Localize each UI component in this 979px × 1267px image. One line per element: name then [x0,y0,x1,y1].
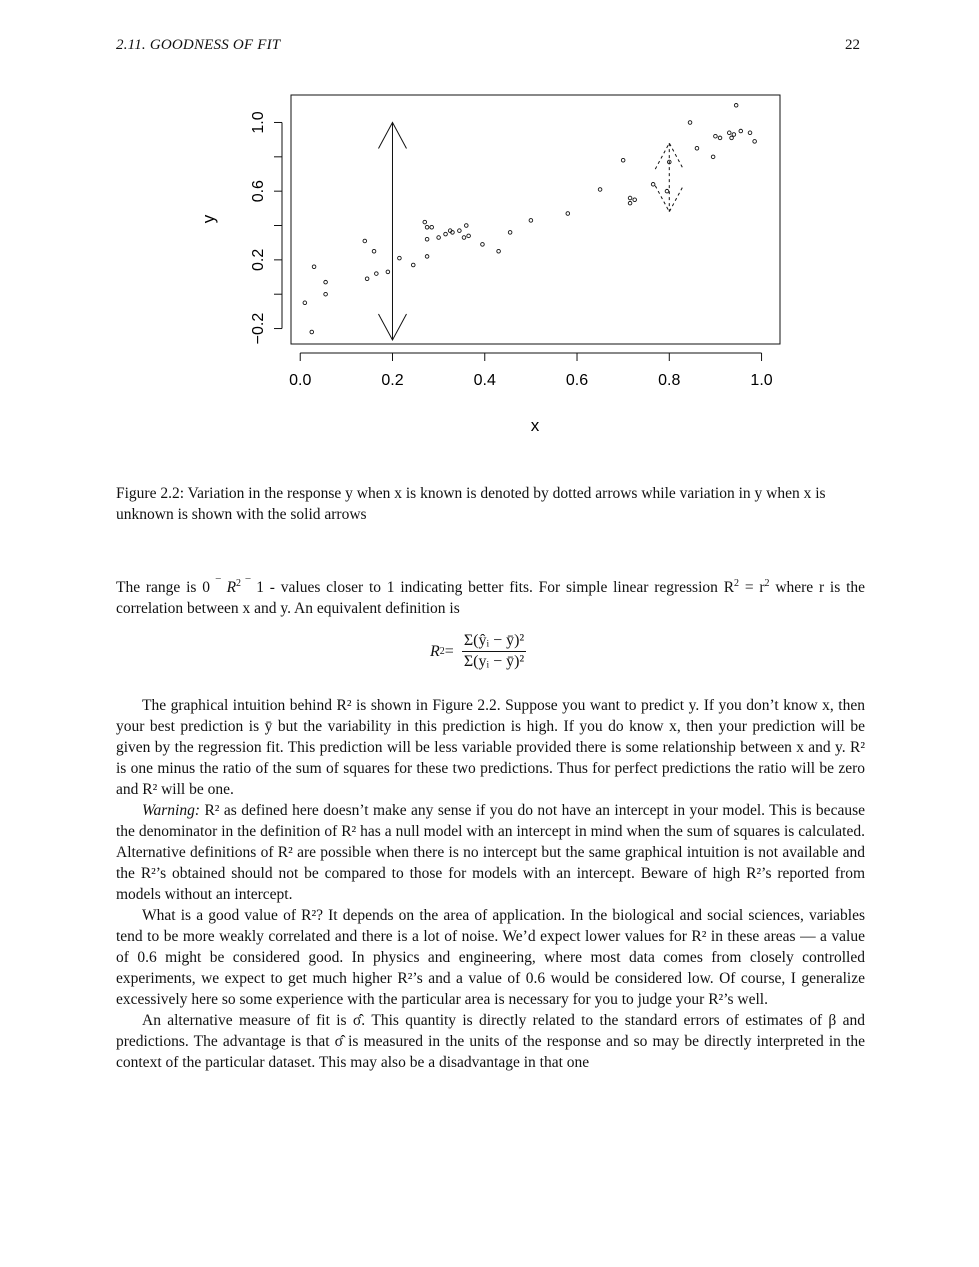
data-point [739,129,743,133]
data-point [628,201,632,205]
data-point [303,301,307,305]
data-point [508,231,512,235]
r-squared-formula: R 2 = $\frac{\text{Σ(ŷᵢ − ȳ)²}}{\text{Σ(yᵢ − ȳ)²}}$ [430,632,525,670]
page-number: 22 [845,37,860,53]
y-axis-label: y [199,214,218,224]
data-point [651,182,655,186]
data-point [598,188,602,192]
running-header: 2.11. GOODNESS OF FIT [116,37,281,53]
data-point [365,277,369,281]
paragraph-good-value: What is a good value of R²? It depends on the area of application. In the biological and social sciences, variables tend to be more weakly correlated and there is a lot of noise. We’d expect lower values for R² in these areas — a value of 0.6 might be considered good. In physics and engineering, where most data comes from closely controlled experiments, we expect to get much higher R²’s and a value of 0.6 would be considered low. Of course, I generalize excessively here so some experience with the particular area is necessary for you to judge your R²’s well. [116,907,865,1008]
data-point [714,134,718,138]
data-point [363,239,367,243]
data-point [633,198,637,202]
data-point [458,229,462,233]
data-point [324,280,328,284]
y-tick-label: 0.2 [250,248,267,271]
data-point [372,249,376,253]
data-point [386,270,390,274]
data-point [665,189,669,193]
data-point [711,155,715,159]
data-point [753,140,757,144]
data-point [481,243,485,247]
variation-arrows [378,122,683,340]
scatter-plot [190,85,790,440]
figure-caption: Figure 2.2: Variation in the response y when x is known is denoted by dotted arrows while variation in y when x is unknown is shown with the solid arrows [116,485,826,523]
data-point [732,133,736,137]
data-point [425,255,429,259]
y-tick-label: −0.2 [250,312,267,345]
x-tick-label: 0.6 [565,372,589,389]
data-point [375,272,379,276]
y-axis [250,111,282,344]
data-point [467,234,471,238]
x-tick-label: 0.2 [381,372,404,389]
data-point [529,219,533,223]
body-paragraphs [116,695,865,1073]
y-tick-label: 1.0 [250,111,267,134]
data-points [303,104,756,334]
paragraph-sigma: An alternative measure of fit is σ̂. This quantity is directly related to the standard errors of estimates of β and predictions. The advantage is that σ̂ is measured in the units of the response and so may be directly interpreted in the context of the particular dataset. This may also be a disadvantage in that one [116,1012,865,1071]
x-axis-label: x [530,416,540,435]
data-point [727,131,731,135]
data-point [730,136,734,140]
y-tick-label: 0.6 [250,180,267,203]
data-point [425,237,429,241]
data-point [497,249,501,253]
x-tick-label: 0.8 [658,372,681,389]
data-point [437,236,441,240]
data-point [718,136,722,140]
data-point [398,256,402,260]
paragraph-warning: Warning: R² as defined here doesn’t make any sense if you do not have an intercept in your model. This is because the denominator in the definition of R² has a null model with an intercept in mind when the sum of squares is calculated. Alternative definitions of R² are possible when there is no intercept but the same graphical intuition is not available and the R²’s obtained should not be compared to those for models with an intercept. Beware of high R²’s reported from models without an intercept. [116,802,865,903]
x-tick-label: 0.0 [289,372,312,389]
data-point [695,146,699,150]
x-axis [289,353,773,389]
formula-denominator: Σ(yᵢ − ȳ)² [463,653,525,670]
paragraph-range: The range is 0 ¯ $R^2$ ¯ 1 - values closer to 1 indicating better fits. For simple linear regression $R^2 = r^2$ where r is the correlation between x and y. An equivalent definition is [116,578,866,618]
data-point [324,292,328,296]
data-point [411,263,415,267]
data-point [688,121,692,125]
data-point [423,220,427,224]
data-point [425,225,429,229]
data-point [444,232,448,236]
data-point [734,104,738,108]
data-point [621,158,625,162]
data-point [628,196,632,200]
data-point [462,236,466,240]
data-point [748,131,752,135]
plot-frame [291,95,780,344]
x-tick-label: 0.4 [473,372,496,389]
data-point [465,224,469,228]
data-point [312,265,316,269]
data-point [430,225,434,229]
x-tick-label: 1.0 [750,372,773,389]
paragraph-intuition: The graphical intuition behind R² is shown in Figure 2.2. Suppose you want to predict y. If you don’t know x, then your best prediction is ȳ but the variability in this prediction is high. If you do know x, then your prediction will be given by the regression fit. This prediction will be less variable provided there is some relationship between x and y. R² is one minus the ratio of the sum of squares for these two predictions. Thus for perfect predictions the ratio will be zero and R² will be one. [116,697,865,798]
data-point [566,212,570,216]
formula-numerator: Σ(ŷᵢ − ȳ)² [462,632,526,652]
data-point [310,330,314,334]
